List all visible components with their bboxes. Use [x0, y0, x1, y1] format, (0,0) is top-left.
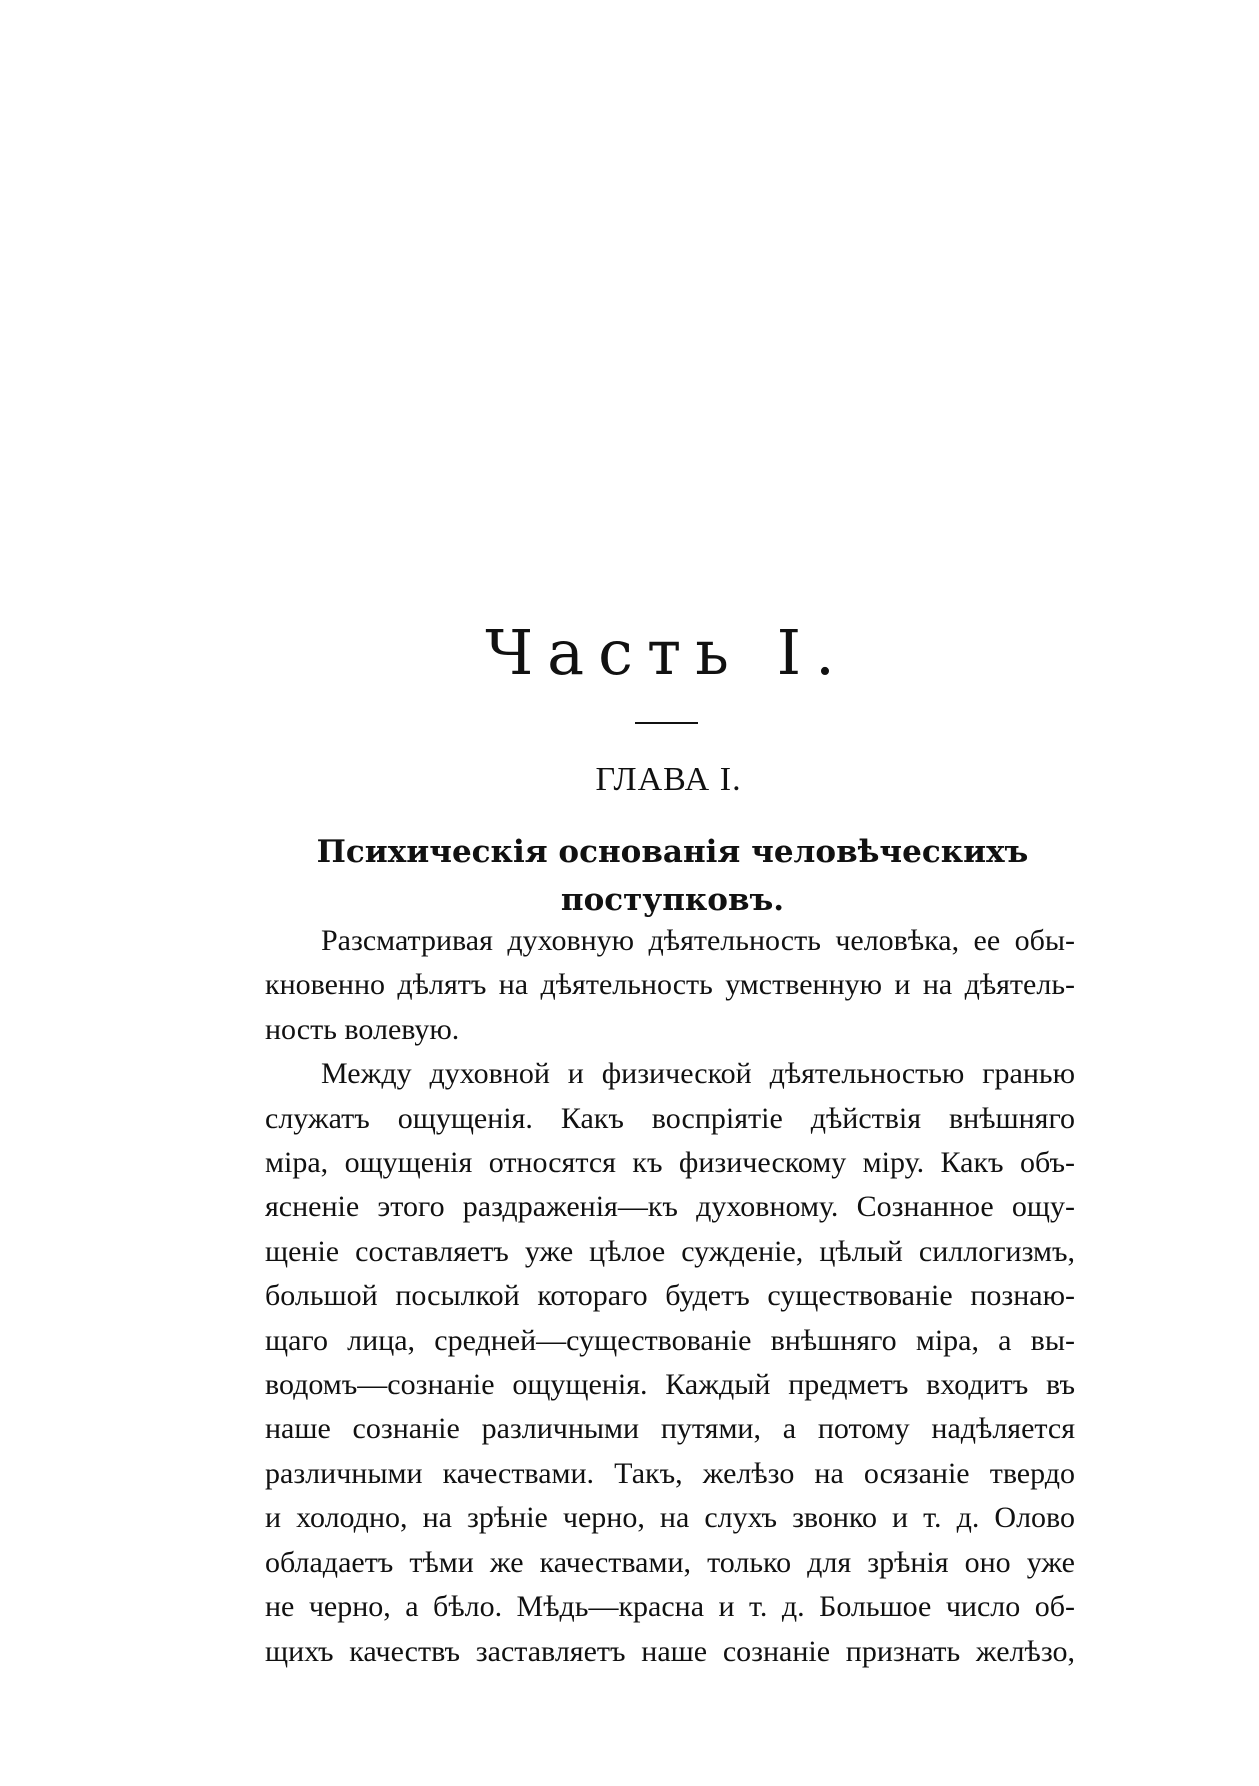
text-line: большой посылкой котораго будетъ существованіе познаю- [265, 1279, 1075, 1313]
text-line: Разсматривая духовную дѣятельность человѣка, ее обы- [321, 924, 1075, 957]
text-line: наше сознаніе различными путями, а потому надѣляется [265, 1412, 1075, 1446]
chapter-label: ГЛАВА I. [595, 761, 742, 798]
chapter-title-line: поступковъ. [560, 882, 785, 918]
paragraph [265, 1052, 1075, 1674]
divider-rule [635, 722, 698, 724]
text-line: щихъ качествъ заставляетъ наше сознаніе признать желѣзо, [265, 1634, 1075, 1668]
text-line: ясненіе этого раздраженія—къ духовному. Сознанное ощу- [265, 1190, 1075, 1224]
text-line: и холодно, на зрѣніе черно, на слухъ звонко и т. д. Олово [265, 1501, 1075, 1535]
text-line: служатъ ощущенія. Какъ воспріятіе дѣйствія внѣшняго [265, 1101, 1075, 1135]
text-line: не черно, а бѣло. Мѣдь—красна и т. д. Большое число об- [265, 1590, 1075, 1624]
text-line: Между духовной и физической дѣятельностью гранью [321, 1057, 1075, 1091]
text-line: кновенно дѣлятъ на дѣятельность умственную и на дѣятель- [265, 968, 1075, 1002]
chapter-title-line: Психическія основанія человѣческихъ [316, 834, 1029, 870]
text-line: міра, ощущенія относятся къ физическому міру. Какъ объ- [265, 1146, 1075, 1180]
text-line: различными качествами. Такъ, желѣзо на осязаніе твердо [265, 1456, 1075, 1490]
paragraph [265, 919, 1075, 1052]
text-line: обладаетъ тѣми же качествами, только для зрѣнія оно уже [265, 1545, 1075, 1579]
text-line: водомъ—сознаніе ощущенія. Каждый предметъ входитъ въ [265, 1368, 1075, 1402]
body-text [265, 919, 1075, 1674]
text-line: ность волевую. [265, 1012, 460, 1046]
text-line: щаго лица, средней—существованіе внѣшняго міра, а вы- [265, 1323, 1075, 1357]
part-title: Часть I. [485, 616, 849, 689]
chapter-title [260, 828, 1085, 924]
text-line: щеніе составляетъ уже цѣлое сужденіе, цѣлый силлогизмъ, [265, 1234, 1075, 1268]
